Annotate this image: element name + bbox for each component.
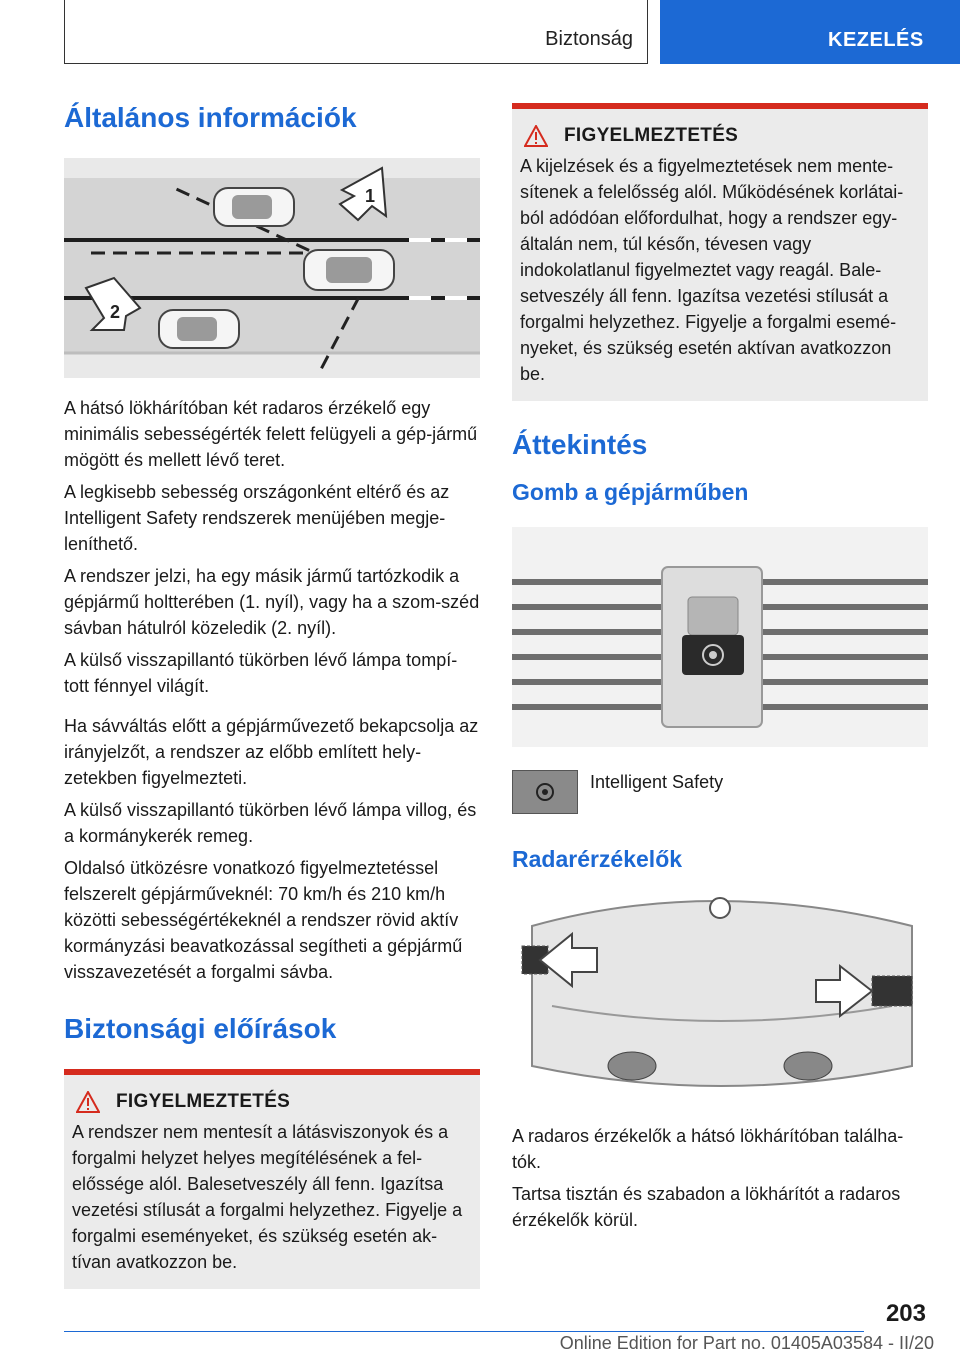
paragraph: A rendszer jelzi, ha egy másik jármű tartózkodik a gépjármű holtterében (1. nyíl), vagy ha a szom-széd sávban hátulról közeledik (2. nyíl). (64, 566, 480, 638)
page-number: 203 (885, 1300, 926, 1327)
rear-bumper-image (512, 886, 928, 1106)
paragraph: A hátsó lökhárítóban két radaros érzékelő egy minimális sebességérték felett felügyeli a gép-jármű mögött és mellett lévő teret. (64, 398, 478, 470)
button-legend (512, 770, 928, 814)
car-ego (304, 250, 394, 290)
intelligent-safety-label: Intelligent Safety (590, 772, 724, 792)
car-approaching (159, 310, 239, 348)
blind-spot-illustration (64, 158, 480, 383)
button-heading: Gomb a gépjárműben (512, 479, 749, 505)
paragraph: Oldalsó ütközésre vonatkozó figyelmeztetéssel felszerelt gépjárműveknél: 70 km/h és 210 km/h közötti sebességértékeknél a rendszer rövid aktív kormányzási beavatkozással segítheti a gépjármű visszavezetését a forgalmi sávba. (64, 858, 463, 982)
paragraph: A radaros érzékelők a hátsó lökhárítóban találha-tók. (512, 1126, 904, 1172)
safety-heading: Biztonsági előírások (64, 1013, 337, 1044)
chapter-title: KEZELÉS (828, 29, 924, 51)
warning-box-left (64, 1069, 480, 1289)
arrow-2-label: 2 (110, 302, 121, 322)
car-left-lane (214, 188, 294, 226)
overview-heading: Áttekintés (512, 429, 648, 460)
right-column (512, 103, 928, 1239)
warning-triangle-icon (524, 125, 548, 147)
warning-text: A rendszer nem mentesít a látásviszonyok és a forgalmi helyzet helyes megítélésének a fel-elősségе alól. Balesetveszély áll fenn. Igazítsa vezetési stílusát a forgalmi helyzethez. Figyelje a forgalmi eseményeket, és szükség esetén ak-tívan avatkozzon be. (72, 1122, 463, 1272)
paragraph: Ha sávváltás előtt a gépjárművezető bekapcsolja az irányjelzőt, a rendszer az előbb említett hely-zetekben figyelmezteti. (64, 716, 479, 788)
header-chapter-box (660, 0, 960, 64)
warning-title (72, 1091, 472, 1113)
paragraph: A legkisebb sebesség országonként eltérő és az Intelligent Safety rendszerek menüjében megje-leníthető. (64, 482, 450, 554)
button-photo (512, 527, 928, 752)
dashboard-vent-image (512, 527, 928, 747)
radar-sensor-photo (512, 886, 928, 1111)
paragraph: Tartsa tisztán és szabadon a lökhárítót a radaros érzékelők körül. (512, 1184, 901, 1230)
warning-title (520, 125, 920, 147)
warning-box-right (512, 103, 928, 401)
header-section-box (64, 0, 648, 64)
warning-text: A kijelzések és a figyelmeztetések nem mente-sítenek a felelősség alól. Működésének korlátai-ból adódóan előfordulhat, hogy a rendszer egy-általán nem, túl későn, tévesen vagy indokolatlanul figyelmeztet vagy reagál. Bale-setveszély áll fenn. Igazítsa vezetési stílusát a forgalmi helyzethez. Figyelje a forgalmi esemé-nyeket, és szükség esetén aktívan avatkozzon be. (520, 156, 904, 384)
warning-triangle-icon (76, 1091, 100, 1113)
footer-divider (64, 1331, 864, 1332)
paragraph: A külső visszapillantó tükörben lévő lámpa tompí-tott fénnyel világít. (64, 650, 458, 696)
paragraph: A külső visszapillantó tükörben lévő lámpa villog, és a kormánykerék remeg. (64, 800, 477, 846)
warning-title-text: FIGYELMEZTETÉS (116, 1091, 291, 1112)
road-diagram (64, 158, 480, 378)
general-info-heading: Általános információk (64, 102, 357, 133)
intelligent-safety-button-icon (512, 770, 578, 814)
section-title: Biztonság (545, 28, 633, 50)
arrow-1-label: 1 (365, 186, 376, 206)
warning-title-text: FIGYELMEZTETÉS (564, 125, 739, 146)
radar-heading: Radarérzékelők (512, 846, 683, 872)
left-column (64, 96, 480, 1289)
edition-footer: Online Edition for Part no. 01405A03584 - II/20 (559, 1333, 934, 1353)
